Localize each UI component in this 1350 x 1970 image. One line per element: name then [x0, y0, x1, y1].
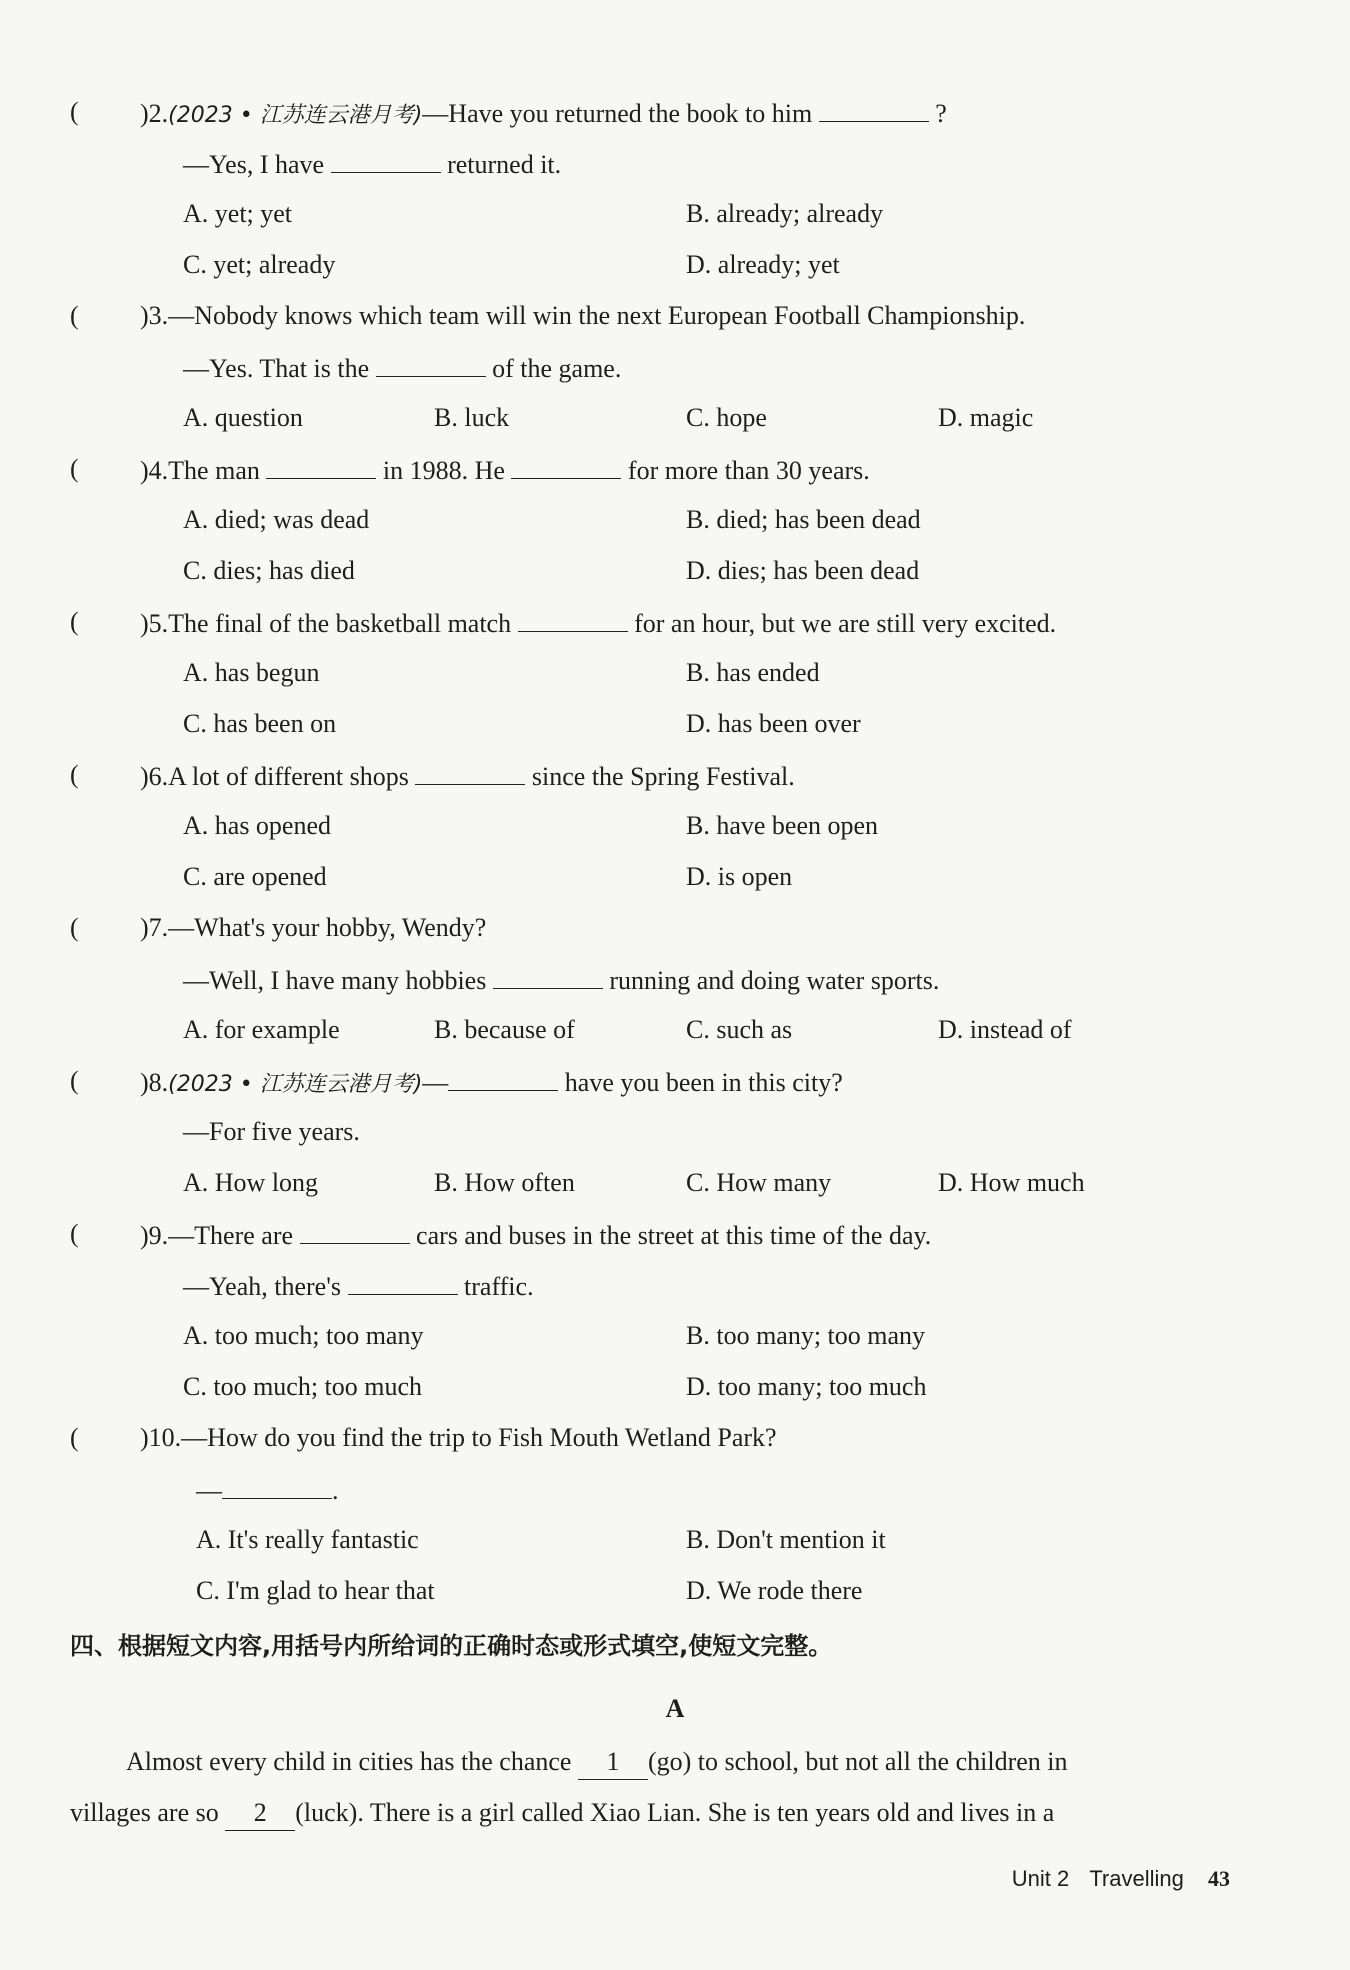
option-b: B. died; has been dead	[686, 505, 921, 534]
answer-blank[interactable]	[518, 605, 628, 632]
option-b: B. has ended	[686, 658, 820, 687]
answer-blank[interactable]	[819, 95, 929, 122]
option-b: B. How often	[434, 1168, 575, 1197]
answer-blank[interactable]	[493, 962, 603, 989]
answer-paren: (	[70, 301, 79, 330]
option-c: C. are opened	[183, 862, 327, 891]
footer-unit: Unit 2	[1011, 1866, 1070, 1891]
question-10-reply: — .	[196, 1472, 339, 1508]
option-d: D. instead of	[938, 1015, 1072, 1044]
answer-blank[interactable]	[348, 1268, 458, 1295]
answer-paren: (	[70, 97, 79, 126]
question-7-reply: —Well, I have many hobbies running and doing water sports.	[183, 962, 939, 998]
option-c: C. I'm glad to hear that	[196, 1576, 435, 1605]
answer-blank[interactable]	[511, 452, 621, 479]
question-7-stem: )7.—What's your hobby, Wendy?	[140, 913, 487, 942]
option-d: D. dies; has been dead	[686, 556, 920, 585]
answer-blank[interactable]	[300, 1217, 410, 1244]
question-4-stem: )4.The man in 1988. He for more than 30 years.	[140, 452, 870, 488]
section-heading: 四、根据短文内容,用括号内所给词的正确时态或形式填空,使短文完整。	[70, 1632, 833, 1660]
option-b: B. luck	[434, 403, 510, 432]
option-b: B. too many; too many	[686, 1321, 926, 1350]
option-c: C. has been on	[183, 709, 337, 738]
answer-blank[interactable]	[222, 1472, 332, 1499]
option-b: B. have been open	[686, 811, 879, 840]
answer-paren: (	[70, 1423, 79, 1452]
passage-label: A	[665, 1694, 685, 1723]
answer-blank[interactable]	[376, 350, 486, 377]
option-a: A. has begun	[183, 658, 320, 687]
option-a: A. It's really fantastic	[196, 1525, 419, 1554]
option-d: D. How much	[938, 1168, 1085, 1197]
option-a: A. too much; too many	[183, 1321, 424, 1350]
option-c: C. hope	[686, 403, 767, 432]
question-5-stem: )5.The final of the basketball match for an hour, but we are still very excited.	[140, 605, 1056, 641]
passage-blank-1[interactable]: 1	[578, 1745, 648, 1780]
passage-line-1: Almost every child in cities has the chance 1 (go) to school, but not all the children in	[126, 1745, 1068, 1780]
option-b: B. Don't mention it	[686, 1525, 886, 1554]
question-9-stem: )9.—There are cars and buses in the street at this time of the day.	[140, 1217, 931, 1253]
option-c: C. dies; has died	[183, 556, 355, 585]
question-8-stem: )8.(2023 • 江苏连云港月考)— have you been in this city?	[140, 1064, 843, 1102]
option-a: A. has opened	[183, 811, 332, 840]
option-b: B. already; already	[686, 199, 884, 228]
question-6-stem: )6.A lot of different shops since the Spring Festival.	[140, 758, 795, 794]
option-d: D. already; yet	[686, 250, 840, 279]
answer-blank[interactable]	[266, 452, 376, 479]
option-c: C. such as	[686, 1015, 793, 1044]
option-b: B. because of	[434, 1015, 575, 1044]
answer-blank[interactable]	[448, 1064, 558, 1091]
option-d: D. We rode there	[686, 1576, 863, 1605]
answer-paren: (	[70, 607, 79, 636]
passage-blank-2[interactable]: 2	[225, 1796, 295, 1831]
option-a: A. yet; yet	[183, 199, 293, 228]
answer-blank[interactable]	[415, 758, 525, 785]
option-a: A. question	[183, 403, 303, 432]
option-d: D. has been over	[686, 709, 861, 738]
option-d: D. too many; too much	[686, 1372, 927, 1401]
answer-paren: (	[70, 760, 79, 789]
option-d: D. magic	[938, 403, 1034, 432]
question-2-stem: )2.(2023 • 江苏连云港月考)—Have you returned the book to him ?	[140, 95, 947, 133]
option-a: A. for example	[183, 1015, 340, 1044]
page-number: 43	[1208, 1866, 1230, 1891]
question-3-stem: )3.—Nobody knows which team will win the next European Football Championship.	[140, 301, 1026, 330]
question-2-reply: —Yes, I have returned it.	[183, 146, 561, 182]
option-a: A. died; was dead	[183, 505, 370, 534]
passage-line-2: villages are so 2 (luck). There is a girl called Xiao Lian. She is ten years old and lives in a	[70, 1796, 1054, 1831]
option-a: A. How long	[183, 1168, 319, 1197]
option-d: D. is open	[686, 862, 793, 891]
answer-paren: (	[70, 1219, 79, 1248]
answer-paren: (	[70, 1066, 79, 1095]
question-9-reply: —Yeah, there's traffic.	[183, 1268, 534, 1304]
option-c: C. How many	[686, 1168, 832, 1197]
footer-title: Travelling	[1089, 1866, 1184, 1891]
question-8-reply: —For five years.	[183, 1117, 360, 1146]
answer-paren: (	[70, 913, 79, 942]
question-3-reply: —Yes. That is the of the game.	[183, 350, 621, 386]
answer-paren: (	[70, 454, 79, 483]
page-footer	[1012, 1866, 1230, 1892]
answer-blank[interactable]	[331, 146, 441, 173]
question-10-stem: )10.—How do you find the trip to Fish Mouth Wetland Park?	[140, 1423, 777, 1452]
option-c: C. too much; too much	[183, 1372, 423, 1401]
option-c: C. yet; already	[183, 250, 336, 279]
